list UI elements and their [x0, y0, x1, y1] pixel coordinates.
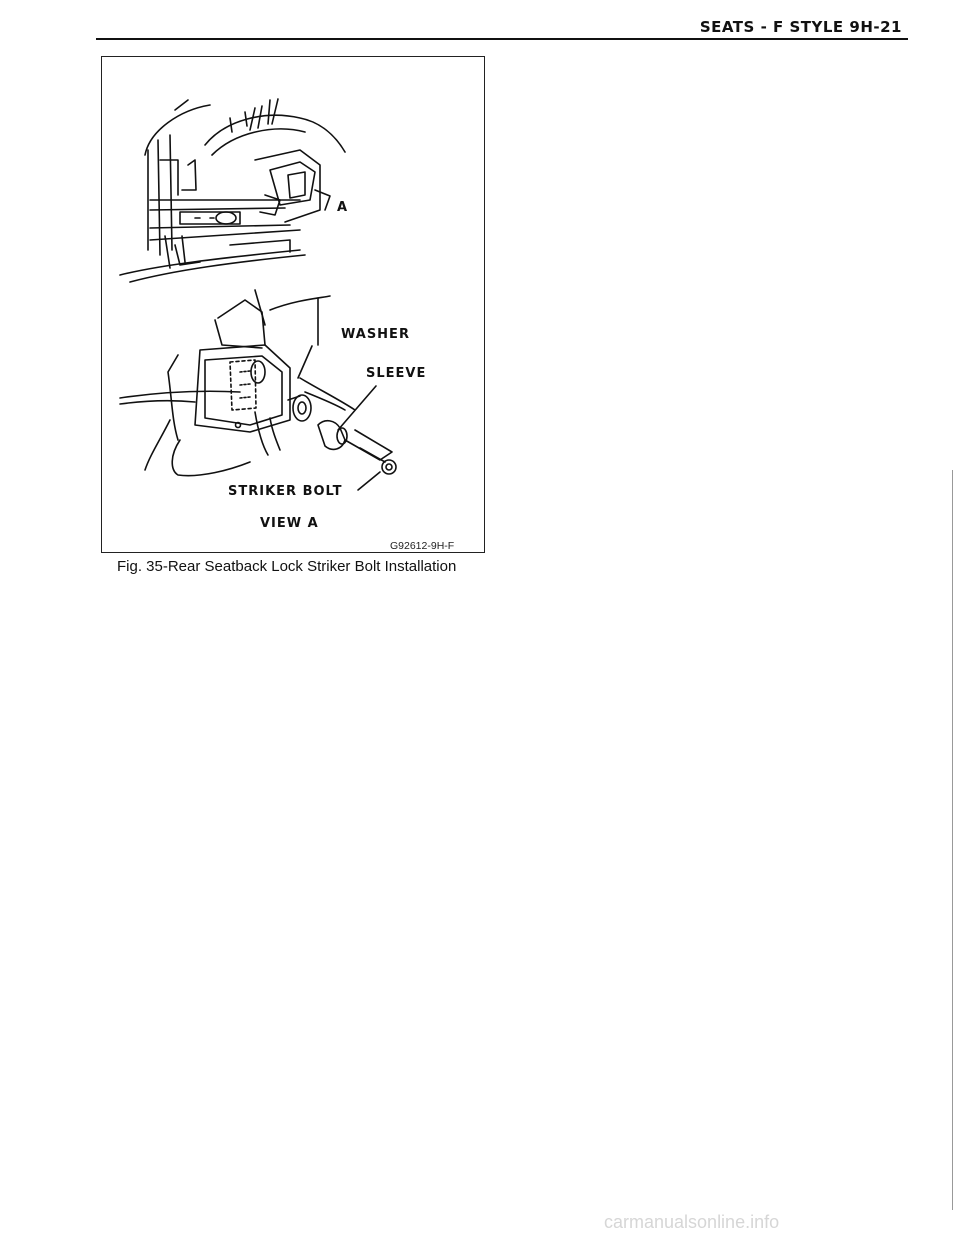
- upper-view-drawing: [120, 99, 345, 282]
- view-marker-a: A: [337, 200, 349, 215]
- figure-code: G92612-9H-F: [390, 540, 455, 552]
- page-edge-line: [952, 470, 953, 1210]
- sleeve-label: SLEEVE: [366, 366, 427, 381]
- figure-caption: Fig. 35-Rear Seatback Lock Striker Bolt Installation: [117, 558, 457, 575]
- striker-bolt-label: STRIKER BOLT: [228, 484, 343, 499]
- page-header-title: SEATS - F STYLE 9H-21: [699, 18, 902, 36]
- striker-bolt-illustration: [0, 0, 960, 600]
- washer-label: WASHER: [341, 327, 410, 342]
- view-label: VIEW A: [260, 516, 319, 531]
- lower-view-drawing: [120, 290, 396, 490]
- watermark: carmanualsonline.info: [604, 1212, 780, 1232]
